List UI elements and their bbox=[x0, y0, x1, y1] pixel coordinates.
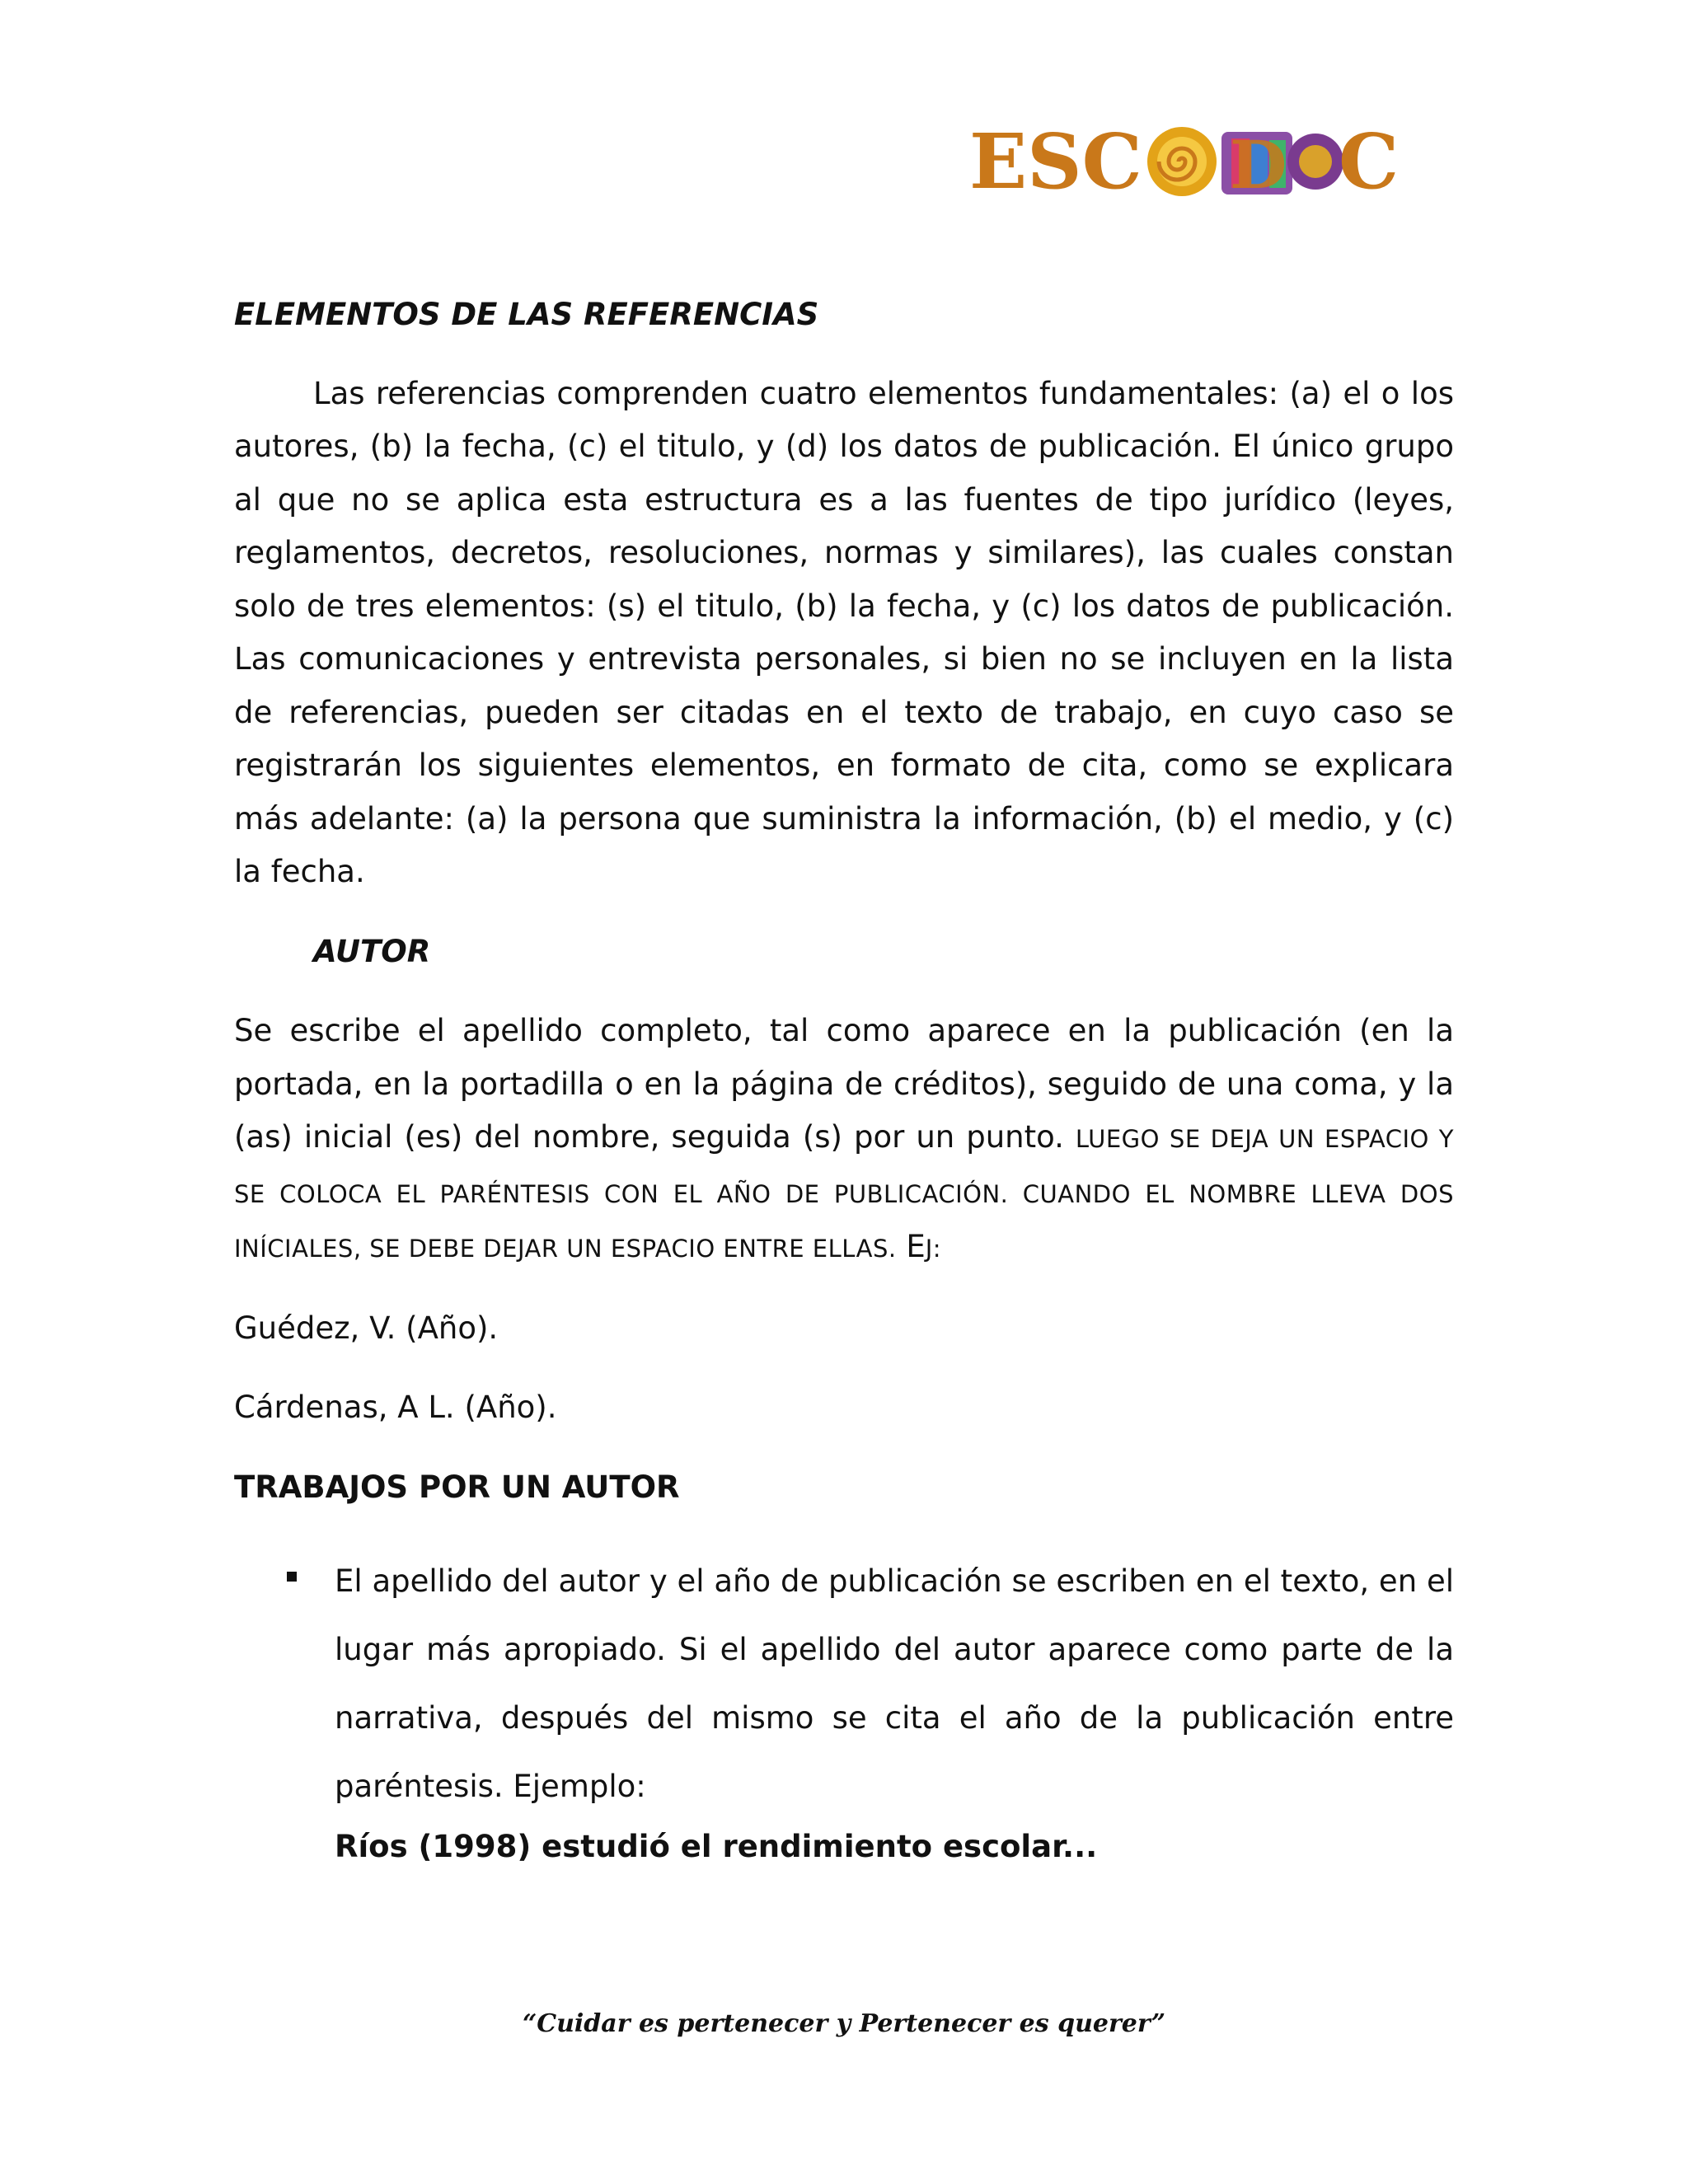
example-label-initial: E bbox=[906, 1229, 926, 1264]
bullet-example: Ríos (1998) estudió el rendimiento escolar... bbox=[335, 1829, 1098, 1864]
svg-text:C: C bbox=[1339, 117, 1400, 206]
example-label-rest: J: bbox=[925, 1235, 942, 1263]
logo-letters-esc: ESC bbox=[969, 117, 1142, 206]
author-paragraph bbox=[234, 1005, 1454, 1276]
footer-motto: “Cuidar es pertenecer y Pertenecer es querer” bbox=[522, 2009, 1166, 2038]
spiral-sun-icon bbox=[1147, 127, 1217, 196]
example-reference-2: Cárdenas, A L. (Año). bbox=[234, 1390, 557, 1425]
svg-text:D: D bbox=[1230, 126, 1287, 204]
logo-letters-oc bbox=[1287, 117, 1399, 206]
section-heading: ELEMENTOS DE LAS REFERENCIAS bbox=[234, 297, 819, 332]
intro-paragraph: Las referencias comprenden cuatro elementos fundamentales: (a) el o los autores, (b) la fecha, (c) el titulo, y (d) los datos de publicación. El único grupo al que no se aplica esta estructura es a las fuentes de tipo jurídico (leyes, reglamentos, decretos, resoluciones, normas y similares), las cuales constan solo de tres elementos: (s) el titulo, (b) la fecha, y (c) los datos de publicación. Las comunicaciones y entrevista personales, si bien no se incluyen en la lista de referencias, pueden ser citadas en el texto de trabajo, en cuyo caso se registrarán los siguientes elementos, en formato de cita, como se explicara más adelante: (a) la persona que suministra la información, (b) el medio, y (c) la fecha. bbox=[234, 375, 1454, 889]
colorful-d-icon bbox=[1221, 126, 1292, 204]
escodoc-logo bbox=[969, 115, 1400, 206]
document-body bbox=[234, 288, 1454, 1873]
square-bullet-icon bbox=[287, 1572, 297, 1582]
author-heading: AUTOR bbox=[313, 933, 431, 969]
works-heading: TRABAJOS POR UN AUTOR bbox=[234, 1469, 680, 1505]
author-smallcaps-text: LUEGO SE DEJA UN ESPACIO Y SE COLOCA EL PARÉNTESIS CON EL AÑO DE PUBLICACIÓN. CUANDO EL NOMBRE LLEVA DOS INÍCIALES, SE DEBE DEJAR UN ESPACIO ENTRE ELLAS. bbox=[234, 1125, 1455, 1263]
bullet-text: El apellido del autor y el año de publicación se escriben en el texto, en el lugar más apropiado. Si el apellido del autor aparece como parte de la narrativa, después del mismo se cita el año de la publicación entre paréntesis. Ejemplo: bbox=[335, 1563, 1454, 1804]
example-reference-1: Guédez, V. (Año). bbox=[234, 1310, 499, 1346]
author-text: Se escribe el apellido completo, tal como aparece en la publicación (en la portada, en la portadilla o en la página de créditos), seguido de una coma, y la (as) inicial (es) del nombre, seguida (s) por un punto. bbox=[234, 1013, 1454, 1155]
bullet-item bbox=[234, 1547, 1454, 1873]
logo-graphic bbox=[969, 115, 1400, 206]
